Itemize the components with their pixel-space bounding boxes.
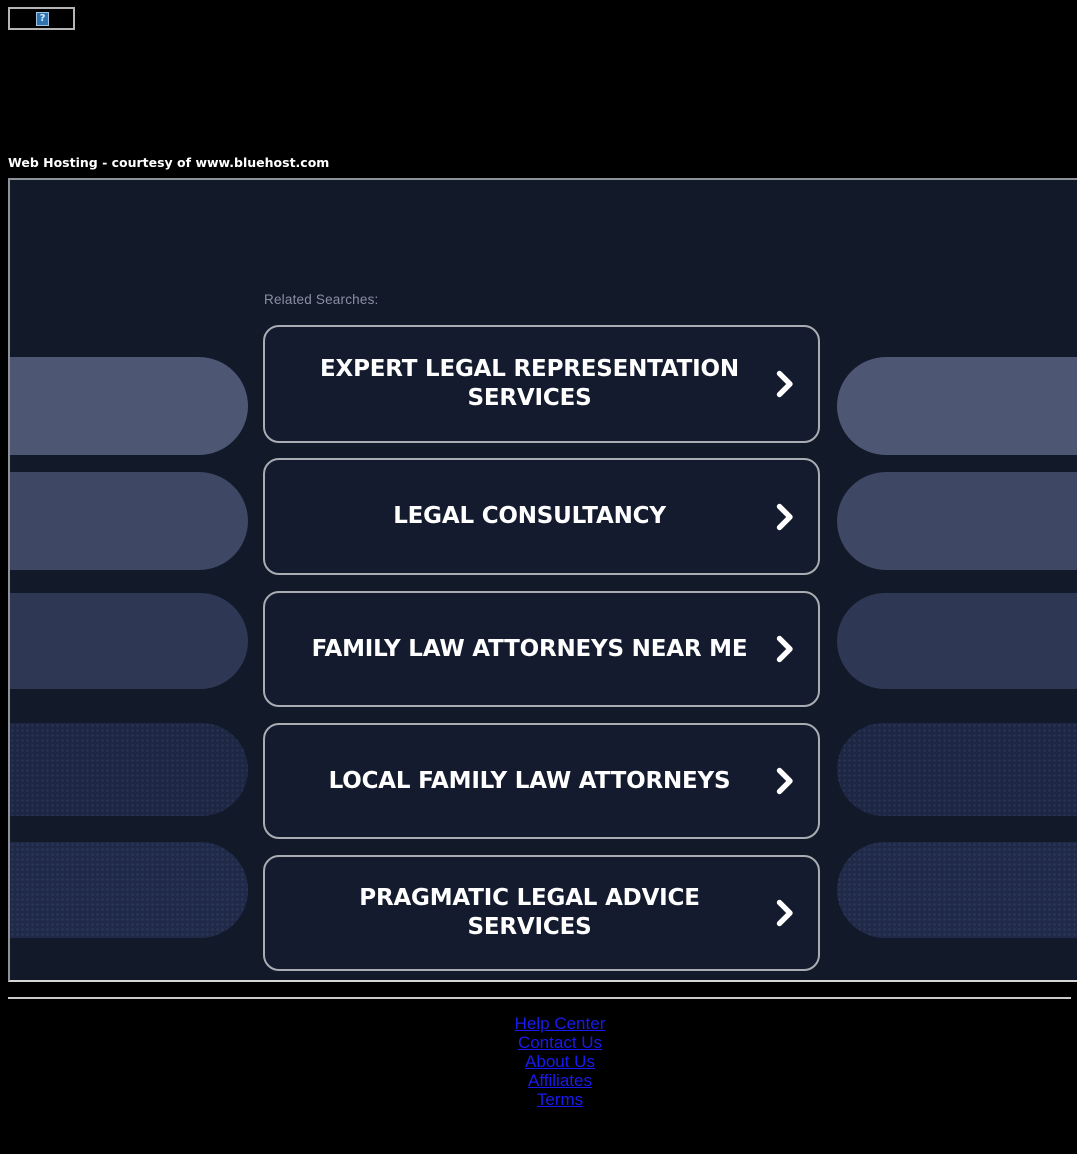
decor-pill-right-1 — [837, 357, 1077, 455]
decor-pill-left-1 — [10, 357, 248, 455]
related-search-button-1[interactable] — [263, 325, 820, 443]
footer-links — [0, 1014, 1077, 1109]
chevron-right-icon — [776, 503, 794, 531]
related-search-label: LEGAL CONSULTANCY — [393, 503, 666, 529]
footer-link-terms[interactable]: Terms — [536, 1090, 584, 1109]
chevron-right-icon — [776, 370, 794, 398]
footer-link-about-us[interactable]: About Us — [525, 1052, 595, 1071]
footer-link-contact-us[interactable]: Contact Us — [517, 1033, 603, 1052]
decor-pill-left-3 — [10, 593, 248, 689]
decor-pill-right-2 — [837, 472, 1077, 570]
decor-pill-right-5 — [837, 842, 1077, 938]
decor-pill-right-4 — [837, 723, 1077, 816]
decor-pill-left-4 — [10, 723, 248, 816]
related-search-label: FAMILY LAW ATTORNEYS NEAR ME — [311, 635, 748, 662]
footer-divider — [8, 997, 1071, 999]
related-search-button-3[interactable] — [263, 591, 820, 707]
broken-image-icon: ? — [36, 12, 49, 26]
related-search-label: LOCAL FAMILY LAW ATTORNEYS — [328, 767, 731, 794]
related-search-label: EXPERT LEGAL REPRESENTATION SERVICES — [320, 356, 739, 411]
footer-link-help-center[interactable]: Help Center — [514, 1014, 606, 1033]
related-search-button-4[interactable] — [263, 723, 820, 839]
decor-pill-left-2 — [10, 472, 248, 570]
related-search-button-5[interactable] — [263, 855, 820, 971]
related-searches-panel — [8, 178, 1077, 982]
related-search-label: PRAGMATIC LEGAL ADVICE SERVICES — [359, 885, 700, 940]
related-searches-label: Related Searches: — [264, 292, 379, 307]
footer-link-affiliates[interactable]: Affiliates — [528, 1071, 592, 1090]
decor-pill-left-5 — [10, 842, 248, 938]
decor-pill-right-3 — [837, 593, 1077, 689]
chevron-right-icon — [776, 767, 794, 795]
broken-image-placeholder — [8, 7, 75, 30]
hosting-courtesy-note: Web Hosting - courtesy of www.bluehost.com — [8, 155, 330, 170]
chevron-right-icon — [776, 899, 794, 927]
chevron-right-icon — [776, 635, 794, 663]
related-search-button-2[interactable] — [263, 458, 820, 575]
